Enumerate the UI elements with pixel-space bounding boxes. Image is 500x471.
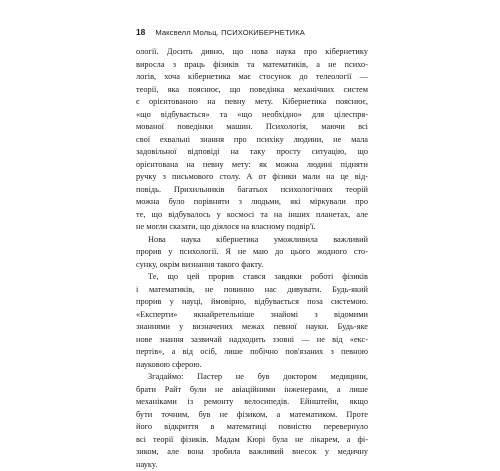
text-line: не могли сказати, що діялося на власному подвір'ї. xyxy=(136,221,368,234)
text-line: «що відбувається» та «що необхідно» для цілеспря- xyxy=(136,109,368,122)
text-line: пертів», а від осіб, лише побічно пов'язаних з певною xyxy=(136,346,368,359)
text-line: мованої поведінки машин. Психологія, маючи всі xyxy=(136,121,368,134)
text-line: ології. Досить дивно, що нова наука про кібернетику xyxy=(136,46,368,59)
text-line: брати Райт були не авіаційними інженерами, а лише xyxy=(136,384,368,397)
text-line: нове знання зазвичай надходить ззовні — не від «екс- xyxy=(136,334,368,347)
text-line: свої ехвальні знання про психіку людини, не мала xyxy=(136,134,368,147)
paragraph xyxy=(136,271,368,371)
text-line: те, що відбувалось у космосі та на інших планетах, але xyxy=(136,209,368,222)
text-line: повідь. Прихильників багатьох психологічних теорій xyxy=(136,184,368,197)
text-line: «Експерти» якнайретельніше знайомі з відомими xyxy=(136,309,368,322)
text-line: логів, хоча кібернетика має стосунок до телеології — xyxy=(136,71,368,84)
paragraph xyxy=(136,371,368,471)
text-line: Нова наука кібернетика уможливила важливий xyxy=(136,234,368,247)
text-line: і математиків, не повинно нас дивувати. Будь-який xyxy=(136,284,368,297)
body-text xyxy=(136,46,368,471)
text-line: науковою сферою. xyxy=(136,359,368,372)
text-line: ручку з письмового столу. А от фізики мали на це від- xyxy=(136,171,368,184)
running-title: Максвелл Мольц. ПСИХОКИБЕРНЕТИКА xyxy=(155,28,305,37)
text-line: можна було порівняти з людьми, які міркували про xyxy=(136,196,368,209)
text-line: прорив у науці, ймовірно, відбувається поза системою. xyxy=(136,296,368,309)
text-line: сунку, окрім визнання такого факту. xyxy=(136,259,368,272)
text-line: бути точним, був не фізиком, а математиком. Проте xyxy=(136,409,368,422)
text-line: Те, що цей прорив стався завдяки роботі фізиків xyxy=(136,271,368,284)
paragraph xyxy=(136,234,368,272)
text-line: зиком, але вона зробила важливий внесок у медичну xyxy=(136,446,368,459)
text-line: його відкриття в математиці повністю перевернуло xyxy=(136,421,368,434)
text-line: прорив у психології. Я не маю до цього жодного сто- xyxy=(136,246,368,259)
page-header xyxy=(136,27,366,41)
text-line: механіками із ремонту велосипедів. Ейнштейн, якщо xyxy=(136,396,368,409)
text-line: знаннями у визначених межах певної науки. Будь-яке xyxy=(136,321,368,334)
text-line: науку. xyxy=(136,459,368,471)
text-line: задовільної відповіді на таку просту ситуацію, що xyxy=(136,146,368,159)
text-line: є орієнтованою на певну мету. Кібернетика пояснює, xyxy=(136,96,368,109)
text-line: виросла з праць фізиків та математиків, а не психо- xyxy=(136,59,368,72)
text-line: всі теорії фізиків. Мадам Кюрі була не лікарем, а фі- xyxy=(136,434,368,447)
page-number: 18 xyxy=(136,27,145,37)
paragraph xyxy=(136,46,368,234)
text-line: орієнтована на певну мету: як можна людині підняти xyxy=(136,159,368,172)
text-line: Згадаймо: Пастер не був доктором медицини, xyxy=(136,371,368,384)
text-line: теорії, яка пояснює, що поведінка механічних систем xyxy=(136,84,368,97)
